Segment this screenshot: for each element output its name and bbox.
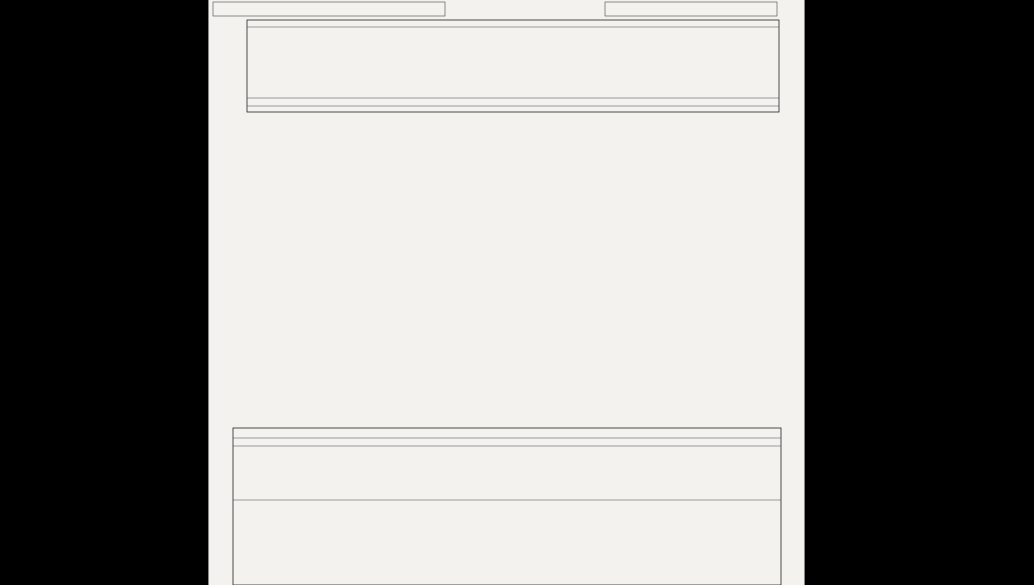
census-page [208,0,805,585]
header-box-right [605,2,777,16]
census-sheet-drawing [209,0,804,585]
header-box-left [213,2,445,16]
column-header-block [247,20,779,112]
sample-line-block [233,428,781,585]
